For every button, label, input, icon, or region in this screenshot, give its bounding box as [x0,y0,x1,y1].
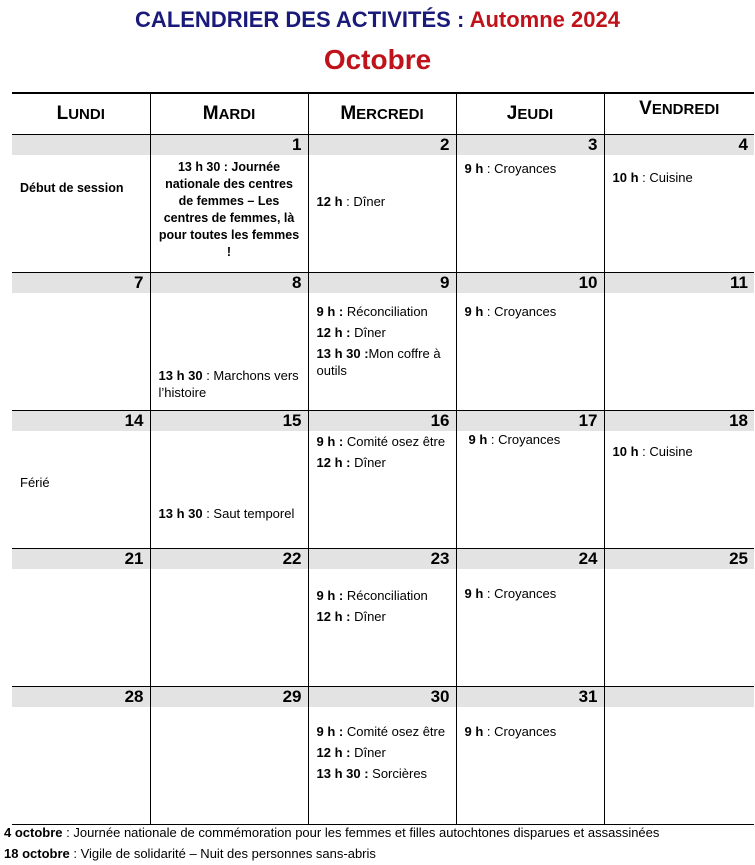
day-number: 15 [151,411,308,431]
day-number: 7 [12,273,150,293]
event-item: 12 h : Dîner [316,609,386,624]
day-note: Début de session [20,181,124,195]
day-cell [150,273,308,411]
day-cell [604,549,754,687]
weekday-header-row [12,93,754,135]
title-season: Automne 2024 [469,7,620,32]
event-item: 13 h 30 : Journée nationale des centres de femmes – Les centres de femmes, là pour toutes les femmes ! [158,160,300,259]
day-cell [12,273,150,411]
event-item: 13 h 30 : Marchons vers l’histoire [158,368,299,400]
event-item: 9 h : Réconciliation [316,304,428,319]
day-number: 9 [309,273,456,293]
weekday-tuesday: MARDI [150,93,308,135]
event-item: 9 h : Croyances [468,432,561,447]
day-cell [308,273,456,411]
month-title: Octobre [323,44,432,75]
day-cell [604,135,754,273]
event-item: 9 h : Croyances [464,724,557,739]
title-colon: : [450,7,470,32]
day-cell [308,687,456,825]
title-main: CALENDRIER DES ACTIVITÉS [135,7,451,32]
day-number: 17 [457,411,604,431]
day-cell [12,687,150,825]
calendar-title [0,6,755,34]
event-item: 10 h : Cuisine [612,170,693,185]
day-cell [604,411,754,549]
footnote: 4 octobre : Journée nationale de commémoration pour les femmes et filles autochtones disparues et assassinées [4,825,660,840]
week-row [12,549,754,687]
event-item: 9 h : Comité osez être [316,434,446,449]
event-item: 12 h : Dîner [316,194,386,209]
day-number: 21 [12,549,150,569]
event-item: 9 h : Croyances [464,161,557,176]
day-number: 2 [309,135,456,155]
day-cell [456,411,604,549]
event-item: 13 h 30 : Sorcières [316,766,428,781]
day-number: 10 [457,273,604,293]
day-cell [150,135,308,273]
event-item: 12 h : Dîner [316,745,386,760]
day-cell [308,411,456,549]
day-number: 28 [12,687,150,707]
day-cell [456,549,604,687]
day-cell [308,549,456,687]
day-cell [150,549,308,687]
day-number: 4 [605,135,755,155]
week-row [12,687,754,825]
weekday-thursday: JEUDI [456,93,604,135]
day-number [12,135,150,155]
weekday-monday: LUNDI [12,93,150,135]
day-cell [604,687,754,825]
event-item: 13 h 30 :Mon coffre à outils [316,346,441,378]
day-cell [456,135,604,273]
day-number: 25 [605,549,755,569]
event-item: 9 h : Croyances [464,586,557,601]
day-number: 29 [151,687,308,707]
day-number: 1 [151,135,308,155]
weekday-wednesday: MERCREDI [308,93,456,135]
day-number: 3 [457,135,604,155]
day-number [605,687,755,707]
day-cell [150,411,308,549]
calendar-grid [12,92,754,825]
day-cell [308,135,456,273]
event-item: 9 h : Comité osez être [316,724,446,739]
week-row [12,411,754,549]
day-number: 22 [151,549,308,569]
day-number: 8 [151,273,308,293]
event-item: 9 h : Réconciliation [316,588,428,603]
day-number: 14 [12,411,150,431]
event-item: 12 h : Dîner [316,455,386,470]
weekday-friday: VENDREDI [604,93,754,135]
day-cell [456,687,604,825]
day-cell [150,687,308,825]
footnote: 18 octobre : Vigile de solidarité – Nuit des personnes sans-abris [4,846,376,861]
footnotes [4,822,754,864]
event-item: 12 h : Dîner [316,325,386,340]
day-cell [12,411,150,549]
day-note: Férié [20,475,50,490]
day-cell [456,273,604,411]
day-number: 30 [309,687,456,707]
day-number: 11 [605,273,755,293]
event-item: 9 h : Croyances [464,304,557,319]
day-cell [604,273,754,411]
week-row [12,273,754,411]
day-number: 18 [605,411,755,431]
day-cell [12,549,150,687]
day-number: 16 [309,411,456,431]
event-item: 13 h 30 : Saut temporel [158,506,295,521]
week-row [12,135,754,273]
day-cell [12,135,150,273]
day-number: 24 [457,549,604,569]
event-item: 10 h : Cuisine [612,444,693,459]
day-number: 23 [309,549,456,569]
day-number: 31 [457,687,604,707]
